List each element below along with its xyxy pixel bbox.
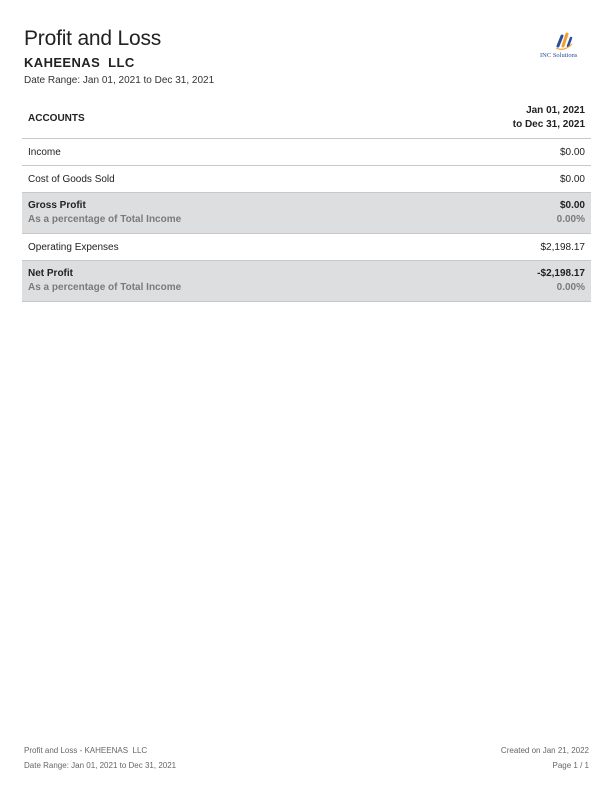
gross-profit-label: Gross Profit bbox=[28, 200, 86, 211]
operating-expenses-value: $2,198.17 bbox=[399, 234, 591, 261]
gross-profit-pct-value: 0.00% bbox=[556, 214, 585, 225]
operating-expenses-row bbox=[22, 234, 591, 261]
gross-profit-amount-cell bbox=[399, 193, 591, 234]
footer-created-on: Created on Jan 21, 2022 bbox=[500, 746, 589, 755]
gross-profit-row bbox=[22, 193, 591, 234]
company-name: KAHEENAS LLC bbox=[24, 55, 135, 70]
net-profit-row bbox=[22, 261, 591, 302]
gross-profit-pct-label: As a percentage of Total Income bbox=[28, 214, 182, 225]
cogs-label: Cost of Goods Sold bbox=[22, 166, 399, 193]
income-value: $0.00 bbox=[399, 139, 591, 166]
net-profit-label: Net Profit bbox=[28, 268, 73, 279]
gross-profit-cell bbox=[22, 193, 399, 234]
income-row bbox=[22, 139, 591, 166]
net-profit-value: -$2,198.17 bbox=[537, 268, 585, 279]
income-label: Income bbox=[22, 139, 399, 166]
operating-expenses-label: Operating Expenses bbox=[22, 234, 399, 261]
footer-report-name: Profit and Loss - KAHEENAS LLC bbox=[24, 746, 148, 755]
gross-profit-value: $0.00 bbox=[559, 200, 585, 211]
cogs-row bbox=[22, 166, 591, 193]
logo-text: INC Solutions bbox=[540, 52, 578, 59]
profit-loss-table bbox=[22, 98, 591, 302]
period-start: Jan 01, 2021 bbox=[526, 105, 585, 116]
report-title: Profit and Loss bbox=[24, 27, 162, 50]
accounts-column-header: ACCOUNTS bbox=[22, 98, 399, 139]
date-range: Date Range: Jan 01, 2021 to Dec 31, 2021 bbox=[24, 75, 215, 86]
cogs-value: $0.00 bbox=[399, 166, 591, 193]
net-profit-amount-cell bbox=[399, 261, 591, 302]
period-end: to Dec 31, 2021 bbox=[512, 119, 585, 130]
net-profit-cell bbox=[22, 261, 399, 302]
footer-page-number: Page 1 / 1 bbox=[552, 761, 589, 770]
footer-date-range: Date Range: Jan 01, 2021 to Dec 31, 2021 bbox=[24, 761, 177, 770]
company-logo bbox=[538, 30, 588, 62]
table-header-row bbox=[22, 98, 591, 139]
period-column-header bbox=[399, 98, 591, 139]
net-profit-pct-value: 0.00% bbox=[556, 282, 585, 293]
net-profit-pct-label: As a percentage of Total Income bbox=[28, 282, 182, 293]
